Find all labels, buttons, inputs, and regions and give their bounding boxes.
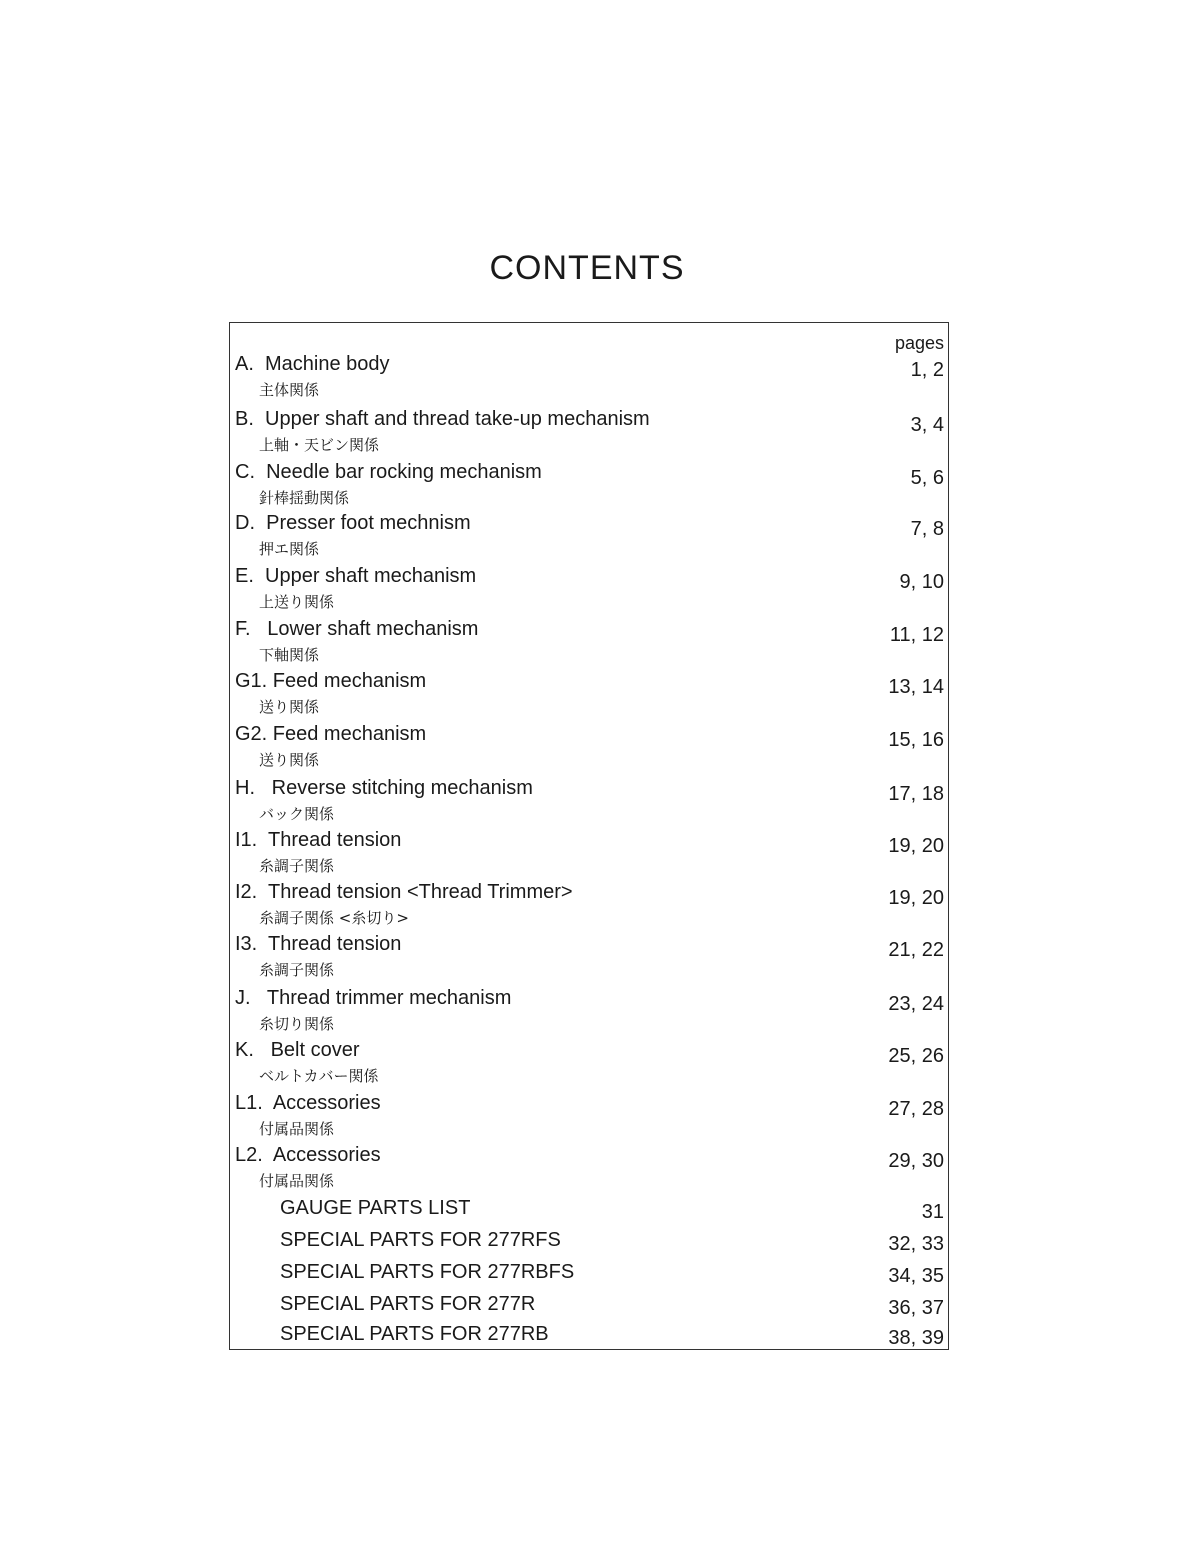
toc-entry-e [235,565,944,611]
toc-special-title: SPECIAL PARTS FOR 277RBFS [280,1261,575,1283]
toc-entry-k [235,1039,944,1085]
toc-entry-japanese: 上送り関係 [259,593,335,611]
toc-special-title: SPECIAL PARTS FOR 277R [280,1293,536,1315]
toc-entry-pages: 9, 10 [899,571,944,593]
toc-entry-japanese: 付属品関係 [259,1172,335,1190]
toc-entry-title: I3. Thread tension [235,933,402,955]
toc-entry-c [235,461,944,507]
toc-special-gauge-parts [235,1197,944,1223]
toc-special-pages: 34, 35 [888,1265,944,1287]
toc-entry-title: K. Belt cover [235,1039,360,1061]
toc-entry-i2 [235,881,944,927]
toc-entry-g1 [235,670,944,716]
toc-entry-b [235,408,944,454]
toc-entry-japanese: バック関係 [259,805,335,823]
toc-entry-j [235,987,944,1033]
toc-entry-title: L2. Accessories [235,1144,381,1166]
toc-entry-japanese: 付属品関係 [259,1120,335,1138]
toc-special-277rb [235,1323,944,1349]
pages-column-header: pages [894,333,944,353]
toc-entry-pages: 3, 4 [910,414,944,436]
toc-special-pages: 31 [921,1201,944,1223]
toc-entry-title: E. Upper shaft mechanism [235,565,477,587]
toc-entry-japanese: 糸調子関係 [259,857,335,875]
toc-entry-japanese: 押エ関係 [259,540,320,558]
toc-entry-l2 [235,1144,944,1190]
toc-entry-i3 [235,933,944,979]
toc-entry-i1 [235,829,944,875]
toc-entry-japanese: ベルトカバー関係 [259,1067,379,1085]
toc-special-title: SPECIAL PARTS FOR 277RB [280,1323,549,1345]
toc-entry-title: F. Lower shaft mechanism [235,618,479,640]
toc-entry-title: I1. Thread tension [235,829,402,851]
toc-special-277rbfs [235,1261,944,1287]
toc-entry-japanese: 糸調子関係 <糸切り> [259,909,409,927]
toc-special-277r [235,1293,944,1319]
toc-entry-title: I2. Thread tension <Thread Trimmer> [235,881,573,903]
toc-entry-pages: 13, 14 [888,676,944,698]
toc-entry-japanese: 上軸・天ビン関係 [259,436,380,454]
toc-special-pages: 32, 33 [888,1233,944,1255]
toc-entry-title: C. Needle bar rocking mechanism [235,461,542,483]
toc-entry-title: G2. Feed mechanism [235,723,427,745]
toc-special-277rfs [235,1229,944,1255]
toc-entry-g2 [235,723,944,769]
toc-entry-pages: 1, 2 [910,359,944,381]
toc-entry-pages: 19, 20 [888,887,944,909]
toc-entry-title: D. Presser foot mechnism [235,512,471,534]
toc-entry-japanese: 送り関係 [259,698,320,716]
toc-entry-title: A. Machine body [235,353,390,375]
toc-special-pages: 36, 37 [888,1297,944,1319]
toc-entry-pages: 25, 26 [888,1045,944,1067]
toc-entry-title: H. Reverse stitching mechanism [235,777,533,799]
page-title: CONTENTS [489,248,685,287]
toc-special-pages: 38, 39 [888,1327,944,1349]
toc-entry-title: G1. Feed mechanism [235,670,427,692]
toc-entry-pages: 19, 20 [888,835,944,857]
toc-entry-pages: 5, 6 [910,467,944,489]
toc-special-title: SPECIAL PARTS FOR 277RFS [280,1229,561,1251]
toc-entry-d [235,512,944,558]
toc-entry-f [235,618,944,664]
toc-entry-title: L1. Accessories [235,1092,381,1114]
toc-entry-pages: 21, 22 [888,939,944,961]
toc-entry-japanese: 糸切り関係 [259,1015,335,1033]
toc-entry-pages: 29, 30 [888,1150,944,1172]
toc-entry-l1 [235,1092,944,1138]
toc-entry-japanese: 下軸関係 [259,646,320,664]
toc-entry-pages: 11, 12 [889,624,944,646]
toc-entry-pages: 15, 16 [888,729,944,751]
toc-entry-pages: 7, 8 [910,518,944,540]
toc-entry-title: J. Thread trimmer mechanism [235,987,512,1009]
toc-entry-pages: 23, 24 [888,993,944,1015]
toc-special-title: GAUGE PARTS LIST [280,1197,471,1219]
toc-entry-a [235,353,944,399]
contents-table [229,322,949,1350]
toc-entry-pages: 27, 28 [888,1098,944,1120]
toc-entry-japanese: 糸調子関係 [259,961,335,979]
toc-entry-h [235,777,944,823]
toc-entry-japanese: 主体関係 [259,381,320,399]
toc-entry-title: B. Upper shaft and thread take-up mechanism [235,408,650,430]
toc-entry-pages: 17, 18 [888,783,944,805]
toc-entry-japanese: 送り関係 [259,751,320,769]
toc-entry-japanese: 針棒揺動関係 [259,489,350,507]
